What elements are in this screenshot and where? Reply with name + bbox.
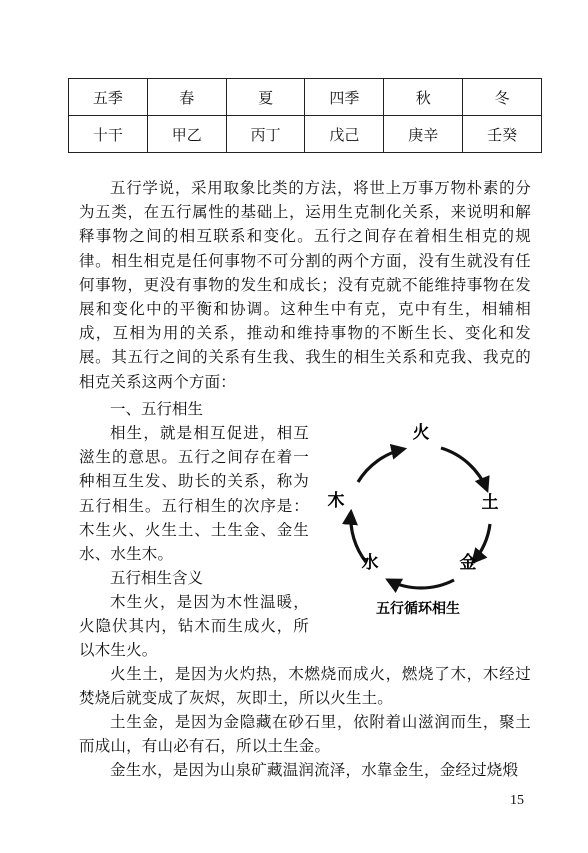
table-cell: 秋: [384, 79, 463, 116]
table-cell: 丙丁: [226, 116, 305, 153]
seasons-stems-table: [68, 78, 542, 153]
earth-metal-paragraph: 土生金，是因为金隐藏在砂石里，依附着山滋润而生，聚土而成山，有山必有石，所以土生金。: [79, 713, 531, 756]
diagram-caption: 五行循环相生: [376, 601, 460, 617]
cycle-arrow-metal-water: [388, 580, 454, 588]
node-wood: 木: [327, 491, 345, 511]
table-cell: 夏: [226, 79, 305, 116]
fire-earth-paragraph: 火生土，是因为火灼热，木燃烧而成火，燃烧了木，木经过焚烧后就变成了灰烬，灰即土，所以火生土。: [79, 665, 531, 708]
cycle-arrow-wood-fire: [358, 449, 404, 482]
table-cell: 庚辛: [384, 116, 463, 153]
intro-paragraph: 五行学说，采用取象比类的方法，将世上万事万物朴素的分为五类，在五行属性的基础上，运用生克制化关系，来说明和解释事物之间的相互联系和变化。五行之间存在着相生相克的规律。相生相克是任何事物不可分割的两个方面，没有生就没有任何事物，更没有事物的发生和成长；没有克就不能维持事物在发展和变化中的平衡和协调。这种生中有克，克中有生，相辅相成，互相为用的关系，推动和维持事物的不断生长、变化和发展。其五行之间的关系有生我、我生的相生关系和克我、我克的相克关系这两个方面：: [79, 179, 531, 391]
page-number: 15: [510, 793, 524, 808]
table-cell: 甲乙: [147, 116, 226, 153]
table-cell: 十干: [69, 116, 148, 153]
table-row: [69, 79, 542, 116]
node-metal: 金: [459, 553, 477, 573]
section-paragraph: 相生，就是相互促进，相互滋生的意思。五行之间存在着一种相互生发、助长的关系，称为五行相生。五行相生的次序是：木生火、火生土、土生金、金生水、水生木。: [79, 424, 309, 564]
table-cell: 戊己: [305, 116, 384, 153]
section-heading: 一、五行相生: [110, 400, 204, 418]
table-cell: 冬: [463, 79, 542, 116]
five-elements-cycle-diagram: [318, 412, 518, 624]
cycle-arrow-fire-earth: [441, 448, 487, 490]
node-earth: 土: [481, 493, 499, 513]
table-cell: 春: [147, 79, 226, 116]
node-fire: 火: [412, 423, 430, 443]
metal-water-paragraph: 金生水，是因为山泉矿藏温润流泽，水靠金生，金经过烧煅: [110, 761, 519, 779]
sub-heading: 五行相生含义: [110, 569, 204, 587]
table-cell: 壬癸: [463, 116, 542, 153]
table-cell: 四季: [305, 79, 384, 116]
node-water: 水: [361, 553, 379, 573]
wood-fire-paragraph: 木生火，是因为木性温暖，火隐伏其内，钻木而生成火，所以木生火。: [79, 593, 309, 660]
table-cell: 五季: [69, 79, 148, 116]
table-row: [69, 116, 542, 153]
